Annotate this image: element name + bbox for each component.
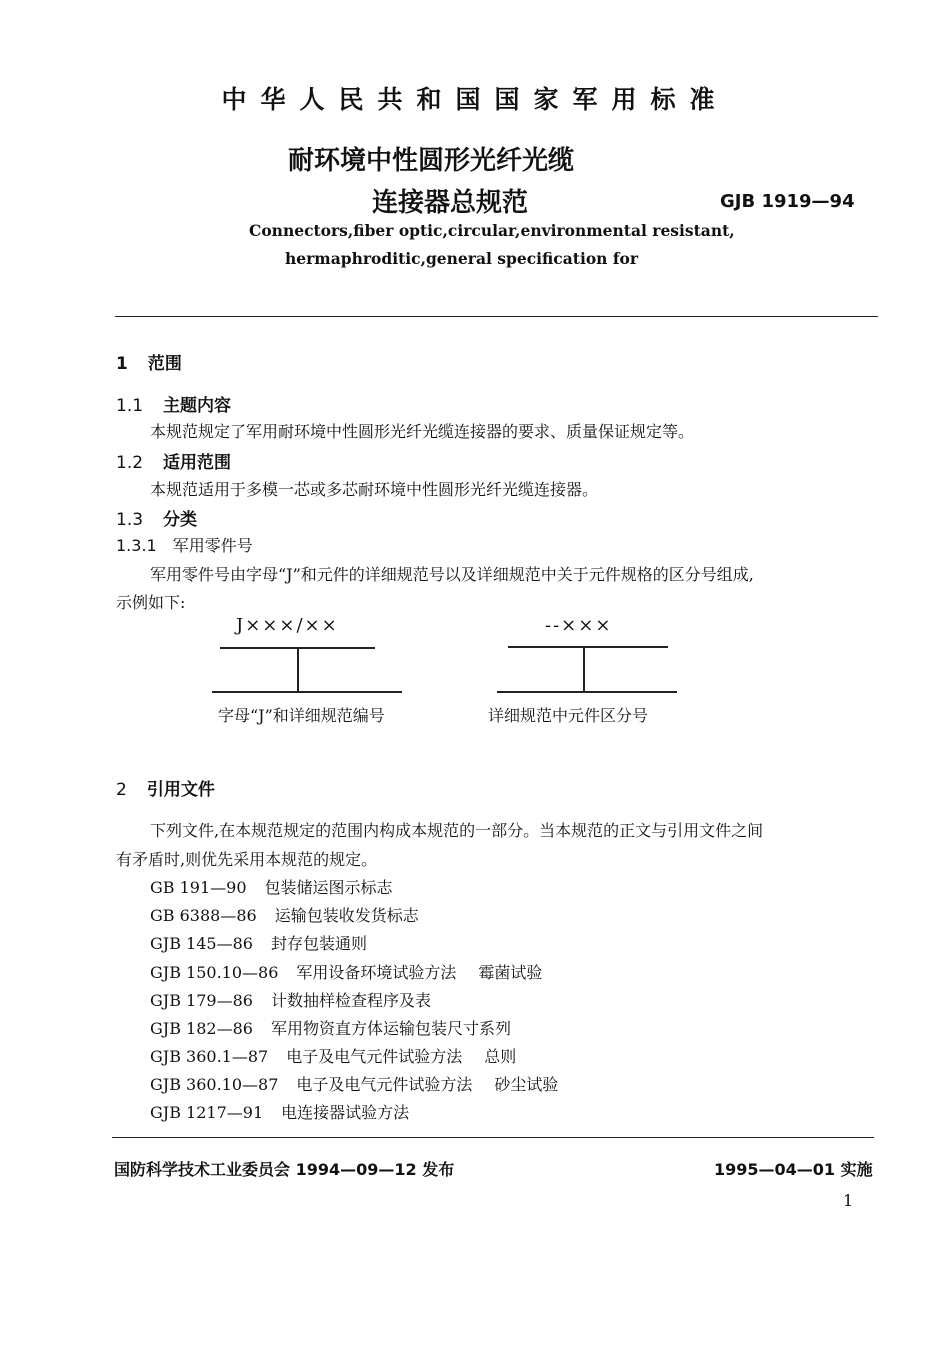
reference-title: 运输包装收发货标志 (274, 906, 419, 925)
doc-code: GJB 1919—94 (720, 191, 855, 212)
reference-item (150, 1044, 516, 1067)
reference-item (150, 931, 367, 954)
title-line-1: 耐环境中性圆形光纤光缆 (288, 146, 575, 176)
bottom-rule (112, 1137, 874, 1138)
section-2-text-1: 下列文件,在本规范规定的范围内构成本规范的一部分。当本规范的正文与引用文件之间 (150, 821, 764, 840)
section-1-3-1-text-2: 示例如下: (116, 593, 186, 612)
section-title: 范围 (147, 354, 182, 374)
reference-title: 包装储运图示标志 (264, 878, 393, 897)
section-number: 1.1 (116, 396, 144, 416)
standard-header: 中华人民共和国国家军用标准 (221, 85, 729, 114)
reference-item (150, 1072, 558, 1095)
effective-date: 1995—04—01 实施 (714, 1160, 873, 1179)
reference-code: GJB 145—86 (150, 934, 253, 953)
reference-code: GB 6388—86 (150, 906, 257, 925)
reference-code: GJB 150.10—86 (150, 963, 279, 982)
reference-title: 封存包装通则 (270, 934, 367, 953)
reference-title: 电子及电气元件试验方法 (296, 1075, 473, 1094)
diagram-left-stem (297, 647, 299, 692)
section-1-1-text: 本规范规定了军用耐环境中性圆形光纤光缆连接器的要求、质量保证规定等。 (150, 422, 695, 441)
section-number: 1.2 (116, 453, 144, 473)
reference-code: GJB 1217—91 (150, 1103, 264, 1122)
section-title: 分类 (163, 510, 198, 530)
reference-item (150, 875, 393, 898)
reference-title: 计数抽样检查程序及表 (270, 991, 431, 1010)
reference-item (150, 903, 419, 926)
top-rule (115, 316, 878, 317)
section-number: 2 (116, 780, 127, 800)
page-number: 1 (843, 1191, 854, 1210)
reference-code: GJB 179—86 (150, 991, 253, 1010)
reference-code: GJB 360.10—87 (150, 1075, 279, 1094)
issue-statement: 国防科学技术工业委员会 1994—09—12 发布 (114, 1160, 455, 1179)
reference-item (150, 1016, 511, 1039)
reference-code: GJB 360.1—87 (150, 1047, 269, 1066)
section-title: 适用范围 (163, 453, 232, 473)
reference-subtitle: 砂尘试验 (494, 1075, 559, 1094)
section-1-2-text: 本规范适用于多模一芯或多芯耐环境中性圆形光纤光缆连接器。 (150, 480, 599, 499)
reference-item (150, 960, 542, 983)
diagram-right-bottom-line (497, 691, 677, 693)
english-title-line-1: Connectors,fiber optic,circular,environmental resistant, (249, 221, 735, 240)
diagram-left-bottom-line (212, 691, 402, 693)
diagram-right-code: --××× (545, 615, 613, 636)
section-title: 军用零件号 (172, 536, 253, 555)
section-1-2-heading (116, 448, 231, 473)
section-number: 1 (116, 354, 128, 374)
section-2-text-2: 有矛盾时,则优先采用本规范的规定。 (116, 850, 378, 869)
title-line-2: 连接器总规范 (372, 188, 529, 218)
reference-code: GJB 182—86 (150, 1019, 253, 1038)
english-title-line-2: hermaphroditic,general specification for (285, 249, 639, 268)
section-2-heading (116, 775, 215, 800)
reference-item (150, 1100, 409, 1123)
section-number: 1.3.1 (116, 536, 157, 555)
diagram-right-label: 详细规范中元件区分号 (488, 706, 649, 725)
section-1-1-heading (116, 391, 231, 416)
section-title: 主题内容 (163, 396, 232, 416)
section-1-3-heading (116, 505, 197, 530)
section-1-heading (116, 349, 182, 374)
reference-title: 电子及电气元件试验方法 (286, 1047, 463, 1066)
reference-title: 军用设备环境试验方法 (296, 963, 457, 982)
diagram-left-code: J×××/×× (236, 615, 339, 636)
section-1-3-1-text-1: 军用零件号由字母“J”和元件的详细规范号以及详细规范中关于元件规格的区分号组成, (150, 565, 754, 584)
reference-subtitle: 霉菌试验 (478, 963, 543, 982)
reference-item (150, 988, 431, 1011)
reference-subtitle: 总则 (484, 1047, 517, 1066)
diagram-left-label: 字母“J”和详细规范编号 (218, 706, 385, 725)
section-title: 引用文件 (146, 780, 215, 800)
section-number: 1.3 (116, 510, 144, 530)
diagram-right-stem (583, 646, 585, 692)
diagram-right-top-line (508, 646, 668, 648)
reference-title: 电连接器试验方法 (281, 1103, 410, 1122)
section-1-3-1-heading (116, 533, 253, 556)
reference-title: 军用物资直方体运输包装尺寸系列 (270, 1019, 511, 1038)
reference-code: GB 191—90 (150, 878, 247, 897)
